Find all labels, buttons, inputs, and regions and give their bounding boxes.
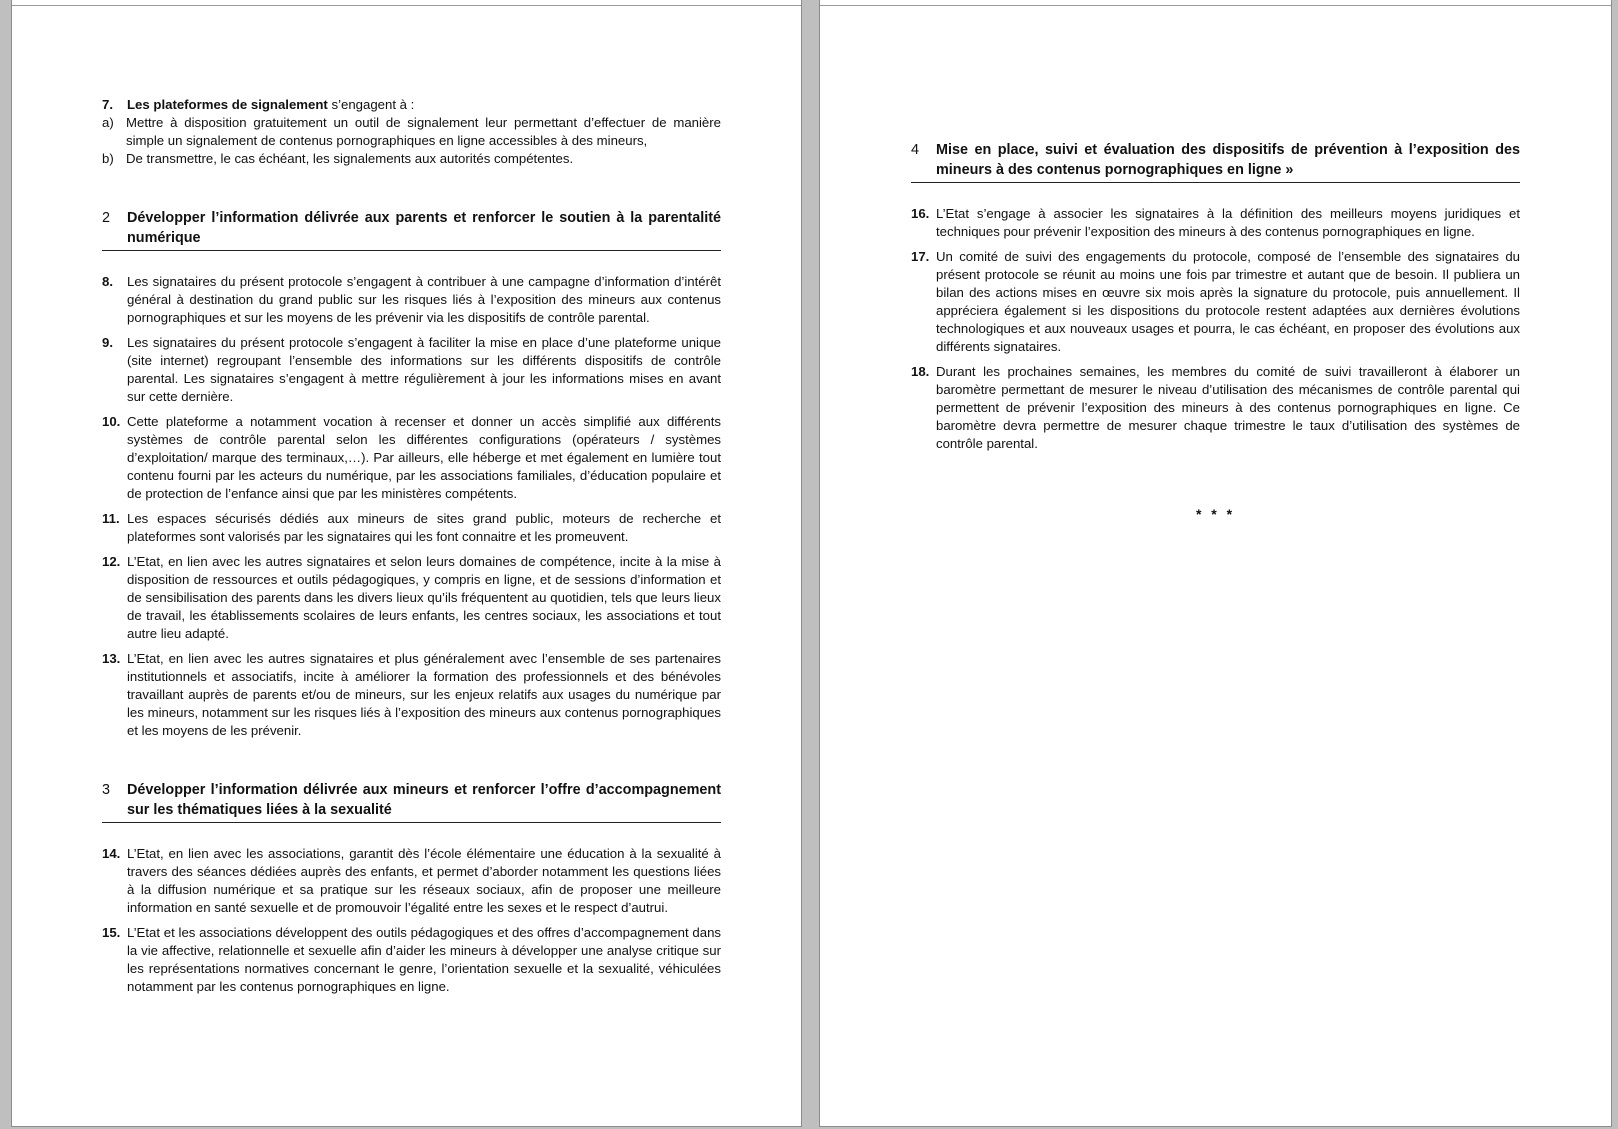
list-item-16 <box>911 205 1520 241</box>
document-page-left <box>11 0 802 1127</box>
item-lead-bold: Les plateformes de signalement <box>127 97 328 112</box>
item-number: 12. <box>102 554 121 569</box>
section-title: Développer l’information délivrée aux parents et renforcer le soutien à la parentalité numérique <box>127 210 721 246</box>
item-number: 15. <box>102 925 121 940</box>
list-item-7 <box>102 96 721 114</box>
list-item-9 <box>102 334 721 406</box>
item-text: Les signataires du présent protocole s’engagent à contribuer à une campagne d’information d’intérêt général à destination du grand public sur les risques liés à l’exposition des mineurs aux contenus pornographiques et sur les moyens de les prévenir via les dispositifs de contrôle parental. <box>127 274 721 325</box>
sub-text: De transmettre, le cas échéant, les signalements aux autorités compétentes. <box>126 151 574 166</box>
item-number: 16. <box>911 206 930 221</box>
list-item-10 <box>102 413 721 503</box>
item-number: 14. <box>102 846 121 861</box>
sub-item-a <box>102 114 721 150</box>
section-heading-3 <box>102 780 721 823</box>
item-number: 9. <box>102 335 113 350</box>
item-text: L’Etat et les associations développent des outils pédagogiques et des offres d’accompagnement dans la vie affective, relationnelle et sexuelle afin d’aider les mineurs à développer une analyse critique sur les représentations normatives concernant le genre, l’orientation sexuelle et la sexualité, véhiculées notamment par les contenus pornographiques en ligne. <box>127 925 721 994</box>
list-item-12 <box>102 553 721 643</box>
sub-item-b <box>102 150 721 168</box>
item-lead-rest: s’engagent à : <box>327 97 415 112</box>
list-item-11 <box>102 510 721 546</box>
section-title: Mise en place, suivi et évaluation des dispositifs de prévention à l’exposition des mineurs à des contenus pornographiques en ligne » <box>936 142 1520 178</box>
item-text: Un comité de suivi des engagements du protocole, composé de l’ensemble des signataires du présent protocole se réunit au moins une fois par trimestre et autant que de besoin. Il publiera un bilan des actions mises en œuvre six mois après la signature du protocole, puis annuellement. Il appréciera également si les dispositions du protocole restent adaptées aux dernières évolutions technologiques et aux nouveaux usages et pourra, le cas échéant, en proposer des évolutions aux différents signataires. <box>936 249 1520 354</box>
item-lead <box>127 96 721 114</box>
item-number: 18. <box>911 364 930 379</box>
page-content-right <box>911 140 1520 523</box>
sub-letter: a) <box>102 115 114 130</box>
sub-text: Mettre à disposition gratuitement un outil de signalement leur permettant d’effectuer de manière simple un signalement de contenus pornographiques en ligne accessibles à des mineurs, <box>126 115 721 148</box>
item-text: L’Etat, en lien avec les associations, garantit dès l’école élémentaire une éducation à la sexualité à travers des séances dédiées auprès des enfants, et permet d’aborder notamment les questions liées à la diffusion numérique et sa pratique sur les réseaux sociaux, afin de proposer une meilleure information en santé sexuelle et de promouvoir l’égalité entre les sexes et le respect d’autrui. <box>127 846 721 915</box>
section-number: 2 <box>102 210 111 226</box>
item-number: 8. <box>102 274 113 289</box>
item-number: 11. <box>102 511 120 526</box>
section-heading-2 <box>102 208 721 251</box>
item-text: Cette plateforme a notamment vocation à recenser et donner un accès simplifié aux différents systèmes de contrôle parental selon les différentes configurations (opérateurs / systèmes d’exploitation/ marque des terminaux,…). Par ailleurs, elle héberge et met également en lumière tout contenu fourni par les acteurs du numérique, par les associations familiales, d’éducation populaire et de protection de l’enfance ainsi que par les ministères compétents. <box>127 414 721 501</box>
list-item-17 <box>911 248 1520 356</box>
item-text: L’Etat, en lien avec les autres signataires et selon leurs domaines de compétence, incite à la mise à disposition de ressources et outils pédagogiques, y compris en ligne, et de sessions d’information et de sensibilisation des parents dans les divers lieux qu’ils fréquentent au quotidien, tels que leurs lieux de travail, les établissements scolaires de leurs enfants, les centres sociaux, les associations et tout autre lieu adapté. <box>127 554 721 641</box>
end-mark: * * * <box>1195 506 1236 522</box>
list-item-8 <box>102 273 721 327</box>
page-content-left <box>102 96 721 1003</box>
item-text: Les signataires du présent protocole s’engagent à faciliter la mise en place d’une plateforme unique (site internet) regroupant l’ensemble des informations sur les différents dispositifs de contrôle parental. Les signataires s’engagent à mettre régulièrement à jour les informations mises en avant sur cette dernière. <box>127 335 721 404</box>
document-page-right <box>819 0 1612 1127</box>
list-item-13 <box>102 650 721 740</box>
list-item-15 <box>102 924 721 996</box>
section-heading-4 <box>911 140 1520 183</box>
item-text: L’Etat s’engage à associer les signataires à la définition des meilleurs moyens juridiques et techniques pour prévenir l’exposition des mineurs à des contenus pornographiques en ligne. <box>936 206 1520 239</box>
sub-list <box>102 114 721 168</box>
item-number: 13. <box>102 651 121 666</box>
section-number: 3 <box>102 782 111 798</box>
item-number: 17. <box>911 249 930 264</box>
section-title: Développer l’information délivrée aux mineurs et renforcer l’offre d’accompagnement sur les thématiques liées à la sexualité <box>127 782 721 818</box>
list-item-14 <box>102 845 721 917</box>
section-number: 4 <box>911 142 920 158</box>
item-text: Durant les prochaines semaines, les membres du comité de suivi travailleront à élaborer un baromètre permettant de mesurer le niveau d’utilisation des mécanismes de contrôle parental qui permettent de prévenir l’exposition des mineurs à des contenus pornographiques en ligne. Ce baromètre devra permettre de mesurer chaque trimestre le taux d’utilisation des systèmes de contrôle parental. <box>936 364 1520 451</box>
list-item-18 <box>911 363 1520 453</box>
item-text: Les espaces sécurisés dédiés aux mineurs de sites grand public, moteurs de recherche et plateformes sont valorisés par les signataires qui les font connaitre et les promeuvent. <box>127 511 721 544</box>
item-number: 10. <box>102 414 121 429</box>
item-number: 7. <box>102 97 113 112</box>
sub-letter: b) <box>102 151 114 166</box>
item-text: L’Etat, en lien avec les autres signataires et plus généralement avec l’ensemble de ses partenaires institutionnels et associatifs, incite à améliorer la formation des professionnels et des bénévoles travaillant auprès de parents et/ou de mineurs, sur les enjeux relatifs aux usages du numérique par les mineurs, notamment sur les risques liés à l’exposition des mineurs aux contenus pornographiques et les moyens de les prévenir. <box>127 651 721 738</box>
